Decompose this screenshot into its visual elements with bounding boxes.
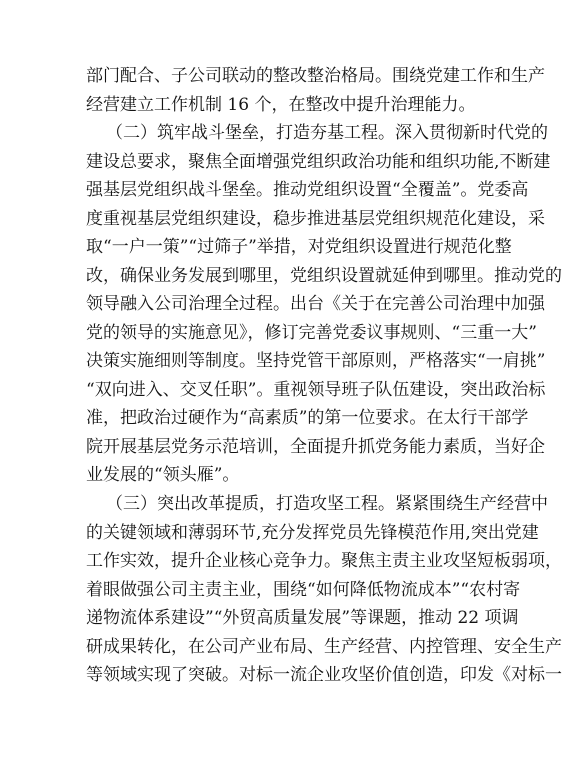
- text-line: 的关键领域和薄弱环节,充分发挥党员先锋模范作用,突出党建: [86, 522, 539, 543]
- section-heading-line: （二）筑牢战斗堡垒，打造夯基工程。深入贯彻新时代党的: [106, 123, 548, 143]
- text-line: 经营建立工作机制 16 个，在整改中提升治理能力。: [86, 94, 476, 115]
- text-line: 党的领导的实施意见》，修订完善党委议事规则、“三重一大”: [86, 322, 537, 343]
- section-heading-line: （三）突出改革提质，打造攻坚工程。紧紧围绕生产经营中: [106, 494, 548, 514]
- text-line: 度重视基层党组织建设，稳步推进基层党组织规范化建设，采: [86, 208, 545, 229]
- text-line: 决策实施细则等制度。坚持党管干部原则，严格落实“一肩挑”: [86, 351, 546, 371]
- text-line: 建设总要求，聚焦全面增强党组织政治功能和组织功能,不断建: [86, 151, 551, 172]
- text-line: 部门配合、子公司联动的整改整治格局。围绕党建工作和生产: [86, 66, 545, 86]
- paragraph-continuation: [86, 62, 545, 119]
- text-line: 研成果转化，在公司产业布局、生产经营、内控管理、安全生产: [86, 636, 562, 657]
- section-two-paragraph: [86, 119, 562, 490]
- text-line: 准，把政治过硬作为“高素质”的第一位要求。在太行干部学: [86, 408, 529, 428]
- text-line: “双向进入、交叉任职”。重视领导班子队伍建设，突出政治标: [86, 379, 546, 400]
- text-line: 递物流体系建设”“外贸高质量发展”等课题，推动 22 项调: [86, 608, 519, 628]
- text-line: 改，确保业务发展到哪里，党组织设置就延伸到哪里。推动党的: [86, 265, 562, 286]
- text-line: 领导融入公司治理全过程。出台《关于在完善公司治理中加强: [86, 294, 545, 314]
- text-line: 工作实效，提升企业核心竞争力。聚焦主责主业攻坚短板弱项，: [86, 551, 562, 571]
- text-line: 取“一户一策”“过筛子”举措，对党组织设置进行规范化整: [86, 237, 512, 257]
- text-line: 着眼做强公司主责主业，围绕“如何降低物流成本”“农村寄: [86, 579, 521, 600]
- text-line: 等领域实现了突破。对标一流企业攻坚价值创造，印发《对标一: [86, 665, 562, 685]
- text-line: 强基层党组织战斗堡垒。推动党组织设置“全覆盖”。党委高: [86, 180, 529, 200]
- text-line: 院开展基层党务示范培训，全面提升抓党务能力素质，当好企: [86, 436, 545, 457]
- text-line: 业发展的“领头雁”。: [86, 465, 240, 485]
- section-three-paragraph: [86, 490, 562, 690]
